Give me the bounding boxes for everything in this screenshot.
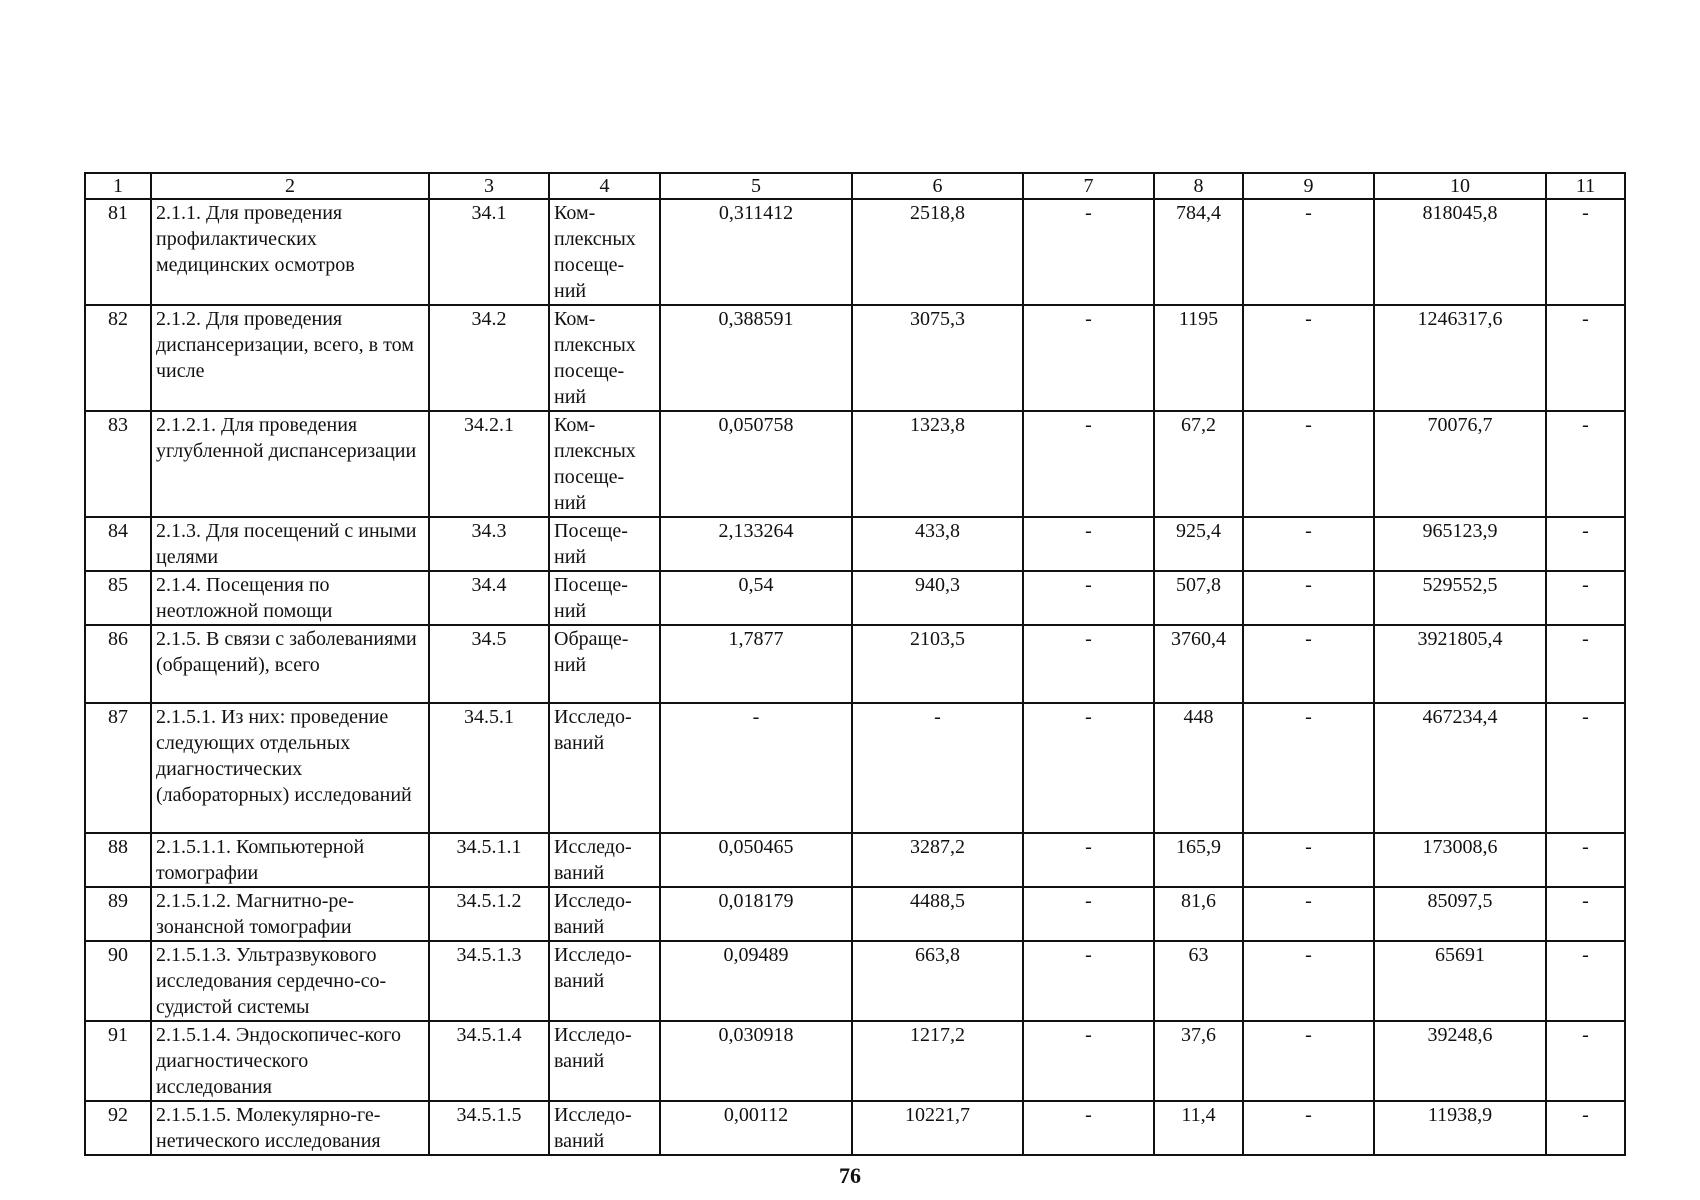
- table-cell: -: [1546, 1021, 1625, 1101]
- column-header: 2: [151, 173, 429, 199]
- table-cell: 34.4: [429, 571, 549, 625]
- table-cell: 1323,8: [852, 411, 1023, 517]
- table-row: [85, 941, 1625, 1021]
- table-cell: 81,6: [1154, 887, 1243, 941]
- table-cell: 11938,9: [1374, 1101, 1546, 1155]
- table-cell: 507,8: [1154, 571, 1243, 625]
- table-cell: -: [1023, 703, 1154, 833]
- table-cell: -: [1243, 941, 1374, 1021]
- table-cell: Ком-плексных посеще-ний: [549, 305, 660, 411]
- table-cell: -: [1546, 517, 1625, 571]
- table-cell: -: [1023, 517, 1154, 571]
- table-row: [85, 305, 1625, 411]
- table-cell: 3287,2: [852, 833, 1023, 887]
- table-cell: 37,6: [1154, 1021, 1243, 1101]
- table-cell: 165,9: [1154, 833, 1243, 887]
- table-row: [85, 411, 1625, 517]
- table-cell: 1217,2: [852, 1021, 1023, 1101]
- table-cell: 0,00112: [660, 1101, 852, 1155]
- table-cell: 663,8: [852, 941, 1023, 1021]
- table-cell: 0,018179: [660, 887, 852, 941]
- table-cell: 0,030918: [660, 1021, 852, 1101]
- table-cell: 2.1.1. Для проведения профилактических медицинских осмотров: [151, 199, 429, 305]
- table-row: [85, 517, 1625, 571]
- table-cell: 70076,7: [1374, 411, 1546, 517]
- table-cell: 433,8: [852, 517, 1023, 571]
- table-cell: 88: [85, 833, 151, 887]
- column-header: 7: [1023, 173, 1154, 199]
- table-cell: 90: [85, 941, 151, 1021]
- page-number: 76: [839, 1163, 861, 1188]
- table-cell: -: [1546, 625, 1625, 703]
- table-row: [85, 887, 1625, 941]
- column-header: 5: [660, 173, 852, 199]
- table-cell: 3075,3: [852, 305, 1023, 411]
- table-cell: 2.1.5.1.1. Компьютерной томографии: [151, 833, 429, 887]
- table-cell: -: [1243, 625, 1374, 703]
- table-cell: Ком-плексных посеще-ний: [549, 411, 660, 517]
- table-cell: 34.2.1: [429, 411, 549, 517]
- table-cell: -: [1546, 887, 1625, 941]
- table-cell: Обраще-ний: [549, 625, 660, 703]
- table-cell: 82: [85, 305, 151, 411]
- table-cell: 965123,9: [1374, 517, 1546, 571]
- table-cell: -: [1243, 517, 1374, 571]
- table-cell: -: [1023, 887, 1154, 941]
- table-cell: Посеще-ний: [549, 571, 660, 625]
- table-row: [85, 703, 1625, 833]
- table-row: [85, 1021, 1625, 1101]
- table-cell: 63: [1154, 941, 1243, 1021]
- table-row: [85, 625, 1625, 703]
- table-cell: 85: [85, 571, 151, 625]
- table-cell: -: [1243, 305, 1374, 411]
- column-header: 11: [1546, 173, 1625, 199]
- table-cell: 2.1.5.1.2. Магнитно-ре-зонансной томографии: [151, 887, 429, 941]
- table-cell: -: [1023, 833, 1154, 887]
- table-cell: 92: [85, 1101, 151, 1155]
- table-cell: 2.1.3. Для посещений с иными целями: [151, 517, 429, 571]
- table-cell: 4488,5: [852, 887, 1023, 941]
- table-cell: 87: [85, 703, 151, 833]
- table-cell: -: [1243, 411, 1374, 517]
- data-table: [84, 172, 1626, 1156]
- table-cell: 34.5.1.4: [429, 1021, 549, 1101]
- table-cell: -: [1546, 833, 1625, 887]
- table-cell: -: [1546, 411, 1625, 517]
- table-cell: -: [1023, 411, 1154, 517]
- table-cell: 10221,7: [852, 1101, 1023, 1155]
- column-header: 9: [1243, 173, 1374, 199]
- table-cell: 0,09489: [660, 941, 852, 1021]
- table-cell: 925,4: [1154, 517, 1243, 571]
- table-cell: -: [1023, 941, 1154, 1021]
- table-cell: 2.1.5.1.3. Ультразвукового исследования сердечно-со-судистой системы: [151, 941, 429, 1021]
- table-row: [85, 199, 1625, 305]
- table-cell: 34.5.1.1: [429, 833, 549, 887]
- table-cell: Исследо-ваний: [549, 703, 660, 833]
- table-cell: Исследо-ваний: [549, 1021, 660, 1101]
- table-cell: 0,050465: [660, 833, 852, 887]
- table-cell: 2.1.2.1. Для проведения углубленной диспансеризации: [151, 411, 429, 517]
- table-cell: 34.1: [429, 199, 549, 305]
- column-header: 4: [549, 173, 660, 199]
- table-row: [85, 833, 1625, 887]
- table-cell: 529552,5: [1374, 571, 1546, 625]
- table-cell: 2.1.2. Для проведения диспансеризации, всего, в том числе: [151, 305, 429, 411]
- table-cell: 467234,4: [1374, 703, 1546, 833]
- table-cell: -: [1023, 571, 1154, 625]
- table-cell: -: [1546, 571, 1625, 625]
- table-cell: -: [1546, 305, 1625, 411]
- column-header: 10: [1374, 173, 1546, 199]
- table-cell: 89: [85, 887, 151, 941]
- table-cell: 86: [85, 625, 151, 703]
- table-cell: -: [1023, 305, 1154, 411]
- table-cell: -: [1546, 199, 1625, 305]
- table-cell: 34.5.1.2: [429, 887, 549, 941]
- column-header: 1: [85, 173, 151, 199]
- column-header: 6: [852, 173, 1023, 199]
- table-cell: 940,3: [852, 571, 1023, 625]
- table-cell: 173008,6: [1374, 833, 1546, 887]
- table-cell: 34.3: [429, 517, 549, 571]
- table-cell: -: [1546, 703, 1625, 833]
- table-cell: Ком-плексных посеще-ний: [549, 199, 660, 305]
- table-cell: Исследо-ваний: [549, 833, 660, 887]
- table-cell: 2,133264: [660, 517, 852, 571]
- table-cell: -: [1243, 1021, 1374, 1101]
- table-cell: -: [1023, 1101, 1154, 1155]
- table-cell: 1246317,6: [1374, 305, 1546, 411]
- table-cell: 67,2: [1154, 411, 1243, 517]
- table-cell: 2.1.5. В связи с заболеваниями (обращений), всего: [151, 625, 429, 703]
- table-cell: 2.1.5.1. Из них: проведение следующих отдельных диагностических (лабораторных) исследований: [151, 703, 429, 833]
- table-cell: 448: [1154, 703, 1243, 833]
- table-cell: 34.5.1.5: [429, 1101, 549, 1155]
- table-cell: 2.1.4. Посещения по неотложной помощи: [151, 571, 429, 625]
- table-cell: 84: [85, 517, 151, 571]
- table-cell: 0,050758: [660, 411, 852, 517]
- table-row: [85, 1101, 1625, 1155]
- table-cell: 34.2: [429, 305, 549, 411]
- table-cell: 11,4: [1154, 1101, 1243, 1155]
- table-cell: 818045,8: [1374, 199, 1546, 305]
- table-cell: 39248,6: [1374, 1021, 1546, 1101]
- table-cell: 83: [85, 411, 151, 517]
- table-header-row: [85, 173, 1625, 199]
- table-cell: Посеще-ний: [549, 517, 660, 571]
- table-cell: Исследо-ваний: [549, 887, 660, 941]
- table-cell: -: [1546, 1101, 1625, 1155]
- table-cell: 2.1.5.1.4. Эндоскопичес-кого диагностического исследования: [151, 1021, 429, 1101]
- table-cell: -: [1243, 703, 1374, 833]
- table-cell: 0,388591: [660, 305, 852, 411]
- table-cell: 1195: [1154, 305, 1243, 411]
- table-row: [85, 571, 1625, 625]
- table-cell: 81: [85, 199, 151, 305]
- table-cell: 34.5.1.3: [429, 941, 549, 1021]
- table-cell: 3921805,4: [1374, 625, 1546, 703]
- table-cell: 1,7877: [660, 625, 852, 703]
- table-cell: -: [1243, 571, 1374, 625]
- table-cell: 0,54: [660, 571, 852, 625]
- column-header: 8: [1154, 173, 1243, 199]
- table-cell: 784,4: [1154, 199, 1243, 305]
- table-cell: -: [1243, 887, 1374, 941]
- table-cell: 2.1.5.1.5. Молекулярно-ге-нетического исследования: [151, 1101, 429, 1155]
- table-cell: Исследо-ваний: [549, 1101, 660, 1155]
- table-cell: 34.5.1: [429, 703, 549, 833]
- table-cell: -: [1023, 1021, 1154, 1101]
- table-cell: -: [660, 703, 852, 833]
- table-cell: 3760,4: [1154, 625, 1243, 703]
- table-cell: Исследо-ваний: [549, 941, 660, 1021]
- table-cell: -: [1023, 625, 1154, 703]
- table-cell: 91: [85, 1021, 151, 1101]
- table-cell: -: [1243, 833, 1374, 887]
- table-cell: 85097,5: [1374, 887, 1546, 941]
- table-cell: -: [1243, 1101, 1374, 1155]
- table-cell: 0,311412: [660, 199, 852, 305]
- table-cell: -: [1243, 199, 1374, 305]
- table-cell: -: [1546, 941, 1625, 1021]
- table-cell: 65691: [1374, 941, 1546, 1021]
- table-cell: 2518,8: [852, 199, 1023, 305]
- table-cell: 34.5: [429, 625, 549, 703]
- table-cell: -: [852, 703, 1023, 833]
- table-cell: 2103,5: [852, 625, 1023, 703]
- table-cell: -: [1023, 199, 1154, 305]
- column-header: 3: [429, 173, 549, 199]
